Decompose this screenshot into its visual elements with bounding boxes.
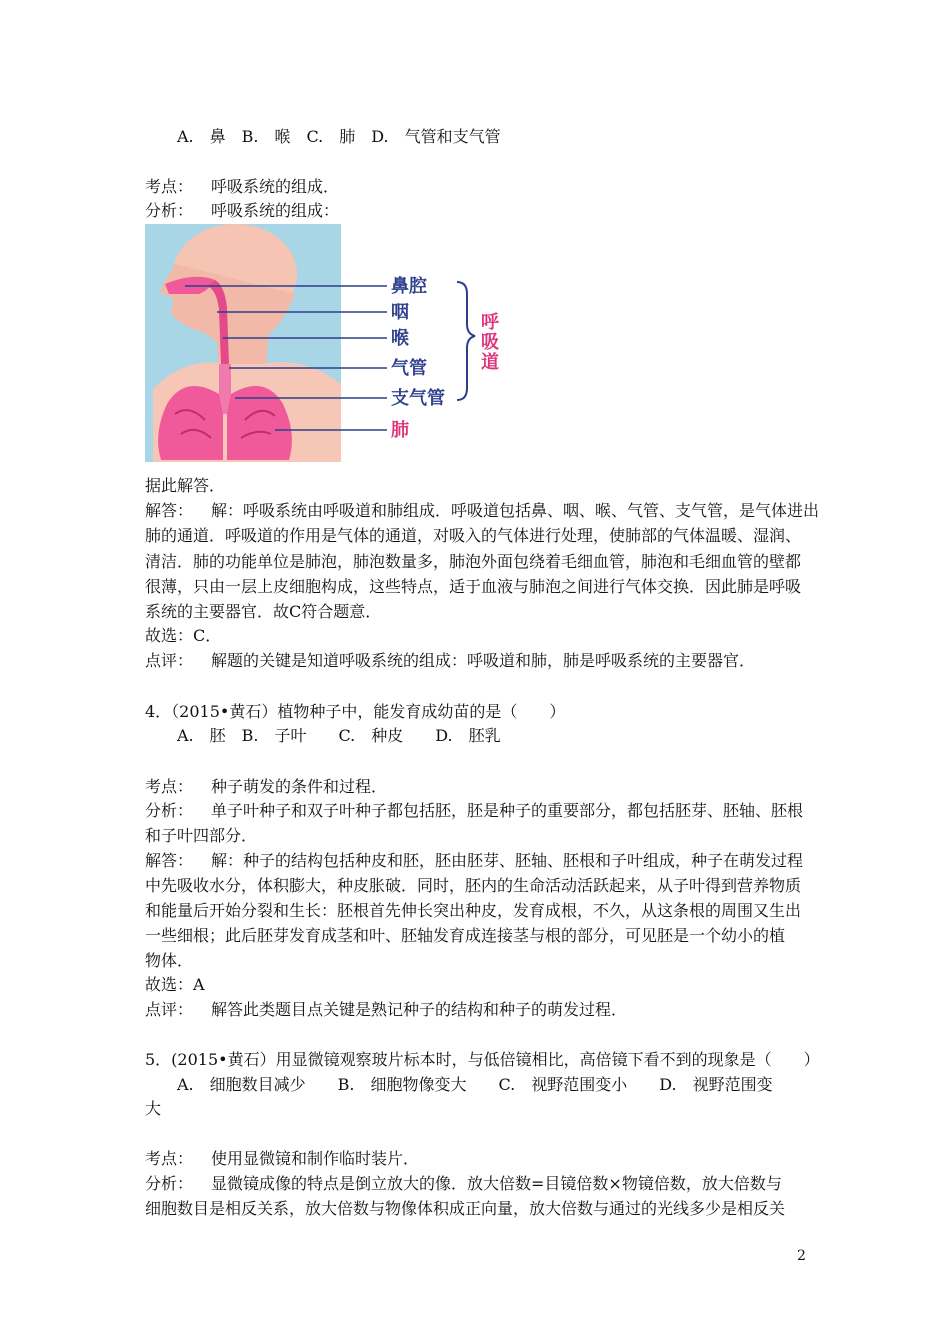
q3-guxuan: 故选：C． <box>145 626 222 645</box>
group-label-1: 呼 <box>481 312 499 333</box>
q4-dianping <box>145 999 627 1021</box>
label-trachea: 气管 <box>391 358 427 379</box>
label-larynx: 喉 <box>391 328 409 349</box>
q4-fenxi-line-1 <box>145 800 803 822</box>
kaodian-text: 呼吸系统的组成． <box>211 177 340 196</box>
fenxi-label: 分析： <box>145 801 194 820</box>
q3-jieda-line-3: 清洁．肺的功能单位是肺泡，肺泡数量多，肺泡外面包绕着毛细血管，肺泡和毛细血管的壁都 <box>145 552 802 571</box>
q4-jieda-line-1 <box>145 850 803 872</box>
q4-stem: 4．（2015•黄石）植物种子中，能发育成幼苗的是（ ） <box>145 702 566 721</box>
page-number: 2 <box>797 1248 806 1264</box>
kaodian-label: 考点： <box>145 1149 194 1168</box>
kaodian-text: 使用显微镜和制作临时装片． <box>211 1149 420 1168</box>
dianping-label: 点评： <box>145 1000 194 1019</box>
group-label-2: 吸 <box>481 332 499 353</box>
q3-kaodian <box>145 176 339 198</box>
kaodian-label: 考点： <box>145 777 194 796</box>
label-nasal-cavity: 鼻腔 <box>391 276 427 297</box>
brace-shape <box>457 282 475 400</box>
jieda-label: 解答： <box>145 851 194 870</box>
q4-kaodian <box>145 776 387 798</box>
kaodian-label: 考点： <box>145 177 194 196</box>
q5-stem: 5．(2015•黄石）用显微镜观察玻片标本时，与低倍镜相比，高倍镜下看不到的现象是（ ） <box>145 1050 820 1069</box>
label-lung: 肺 <box>391 420 409 441</box>
dianping-text: 解答此类题目点关键是熟记种子的结构和种子的萌发过程． <box>211 1000 628 1019</box>
fenxi-text: 呼吸系统的组成： <box>211 201 340 220</box>
q3-jieda-line-2: 肺的通道．呼吸道的作用是气体的通道，对吸入的气体进行处理，使肺部的气体温暖、湿润、 <box>145 526 802 545</box>
label-bronchi: 支气管 <box>391 388 445 409</box>
fenxi-text-1: 单子叶种子和双子叶种子都包括胚，胚是种子的重要部分，都包括胚芽、胚轴、胚根 <box>211 801 804 820</box>
kaodian-text: 种子萌发的条件和过程． <box>211 777 388 796</box>
q5-fenxi-line-2: 细胞数目是相反关系，放大倍数与物像体积成正向量，放大倍数与通过的光线多少是相反关 <box>145 1199 786 1218</box>
fenxi-label: 分析： <box>145 201 194 220</box>
q3-dianping <box>145 650 755 672</box>
q4-jieda-line-2: 中先吸收水分，体积膨大，种皮胀破．同时，胚内的生命活动活跃起来，从子叶得到营养物质 <box>145 876 802 895</box>
q3-fenxi <box>145 200 339 222</box>
q5-options-line-1: A. 细胞数目减少 B. 细胞物像变大 C. 视野范围变小 D. 视野范围变 <box>177 1075 773 1094</box>
q3-jieda-line-4: 很薄，只由一层上皮细胞构成，这些特点，适于血液与肺泡之间进行气体交换．因此肺是呼吸 <box>145 577 802 596</box>
q3-jushi: 据此解答． <box>145 476 226 495</box>
q4-fenxi-line-2: 和子叶四部分． <box>145 826 258 845</box>
q3-jieda-line-5: 系统的主要器官．故C符合题意． <box>145 602 382 621</box>
q3-jieda-line-1 <box>145 500 819 522</box>
jieda-text-1: 解：呼吸系统由呼吸道和肺组成．呼吸道包括鼻、咽、喉、气管、支气管，是气体进出 <box>211 501 820 520</box>
q3-options: A. 鼻 B. 喉 C. 肺 D. 气管和支气管 <box>177 127 501 146</box>
fenxi-text-1: 显微镜成像的特点是倒立放大的像．放大倍数=目镜倍数×物镜倍数，放大倍数与 <box>211 1174 782 1193</box>
jieda-label: 解答： <box>145 501 194 520</box>
jieda-text-1: 解：种子的结构包括种皮和胚，胚由胚芽、胚轴、胚根和子叶组成，种子在萌发过程 <box>211 851 804 870</box>
fenxi-label: 分析： <box>145 1174 194 1193</box>
label-pharynx: 咽 <box>391 302 409 323</box>
q4-guxuan: 故选：A <box>145 975 205 994</box>
q4-jieda-line-3: 和能量后开始分裂和生长：胚根首先伸长突出种皮，发育成根，不久，从这条根的周围又生出 <box>145 901 802 920</box>
q5-options-line-2: 大 <box>145 1099 162 1118</box>
q4-jieda-line-4: 一些细根；此后胚芽发育成茎和叶、胚轴发育成连接茎与根的部分，可见胚是一个幼小的植 <box>145 926 786 945</box>
q4-options: A. 胚 B. 子叶 C. 种皮 D. 胚乳 <box>177 726 501 745</box>
dianping-text: 解题的关键是知道呼吸系统的组成：呼吸道和肺，肺是呼吸系统的主要器官． <box>211 651 756 670</box>
group-label-3: 道 <box>481 352 499 373</box>
q5-kaodian <box>145 1148 419 1170</box>
dianping-label: 点评： <box>145 651 194 670</box>
respiratory-system-diagram <box>145 224 505 462</box>
q5-fenxi-line-1 <box>145 1173 782 1195</box>
q4-jieda-line-5: 物体． <box>145 951 194 970</box>
